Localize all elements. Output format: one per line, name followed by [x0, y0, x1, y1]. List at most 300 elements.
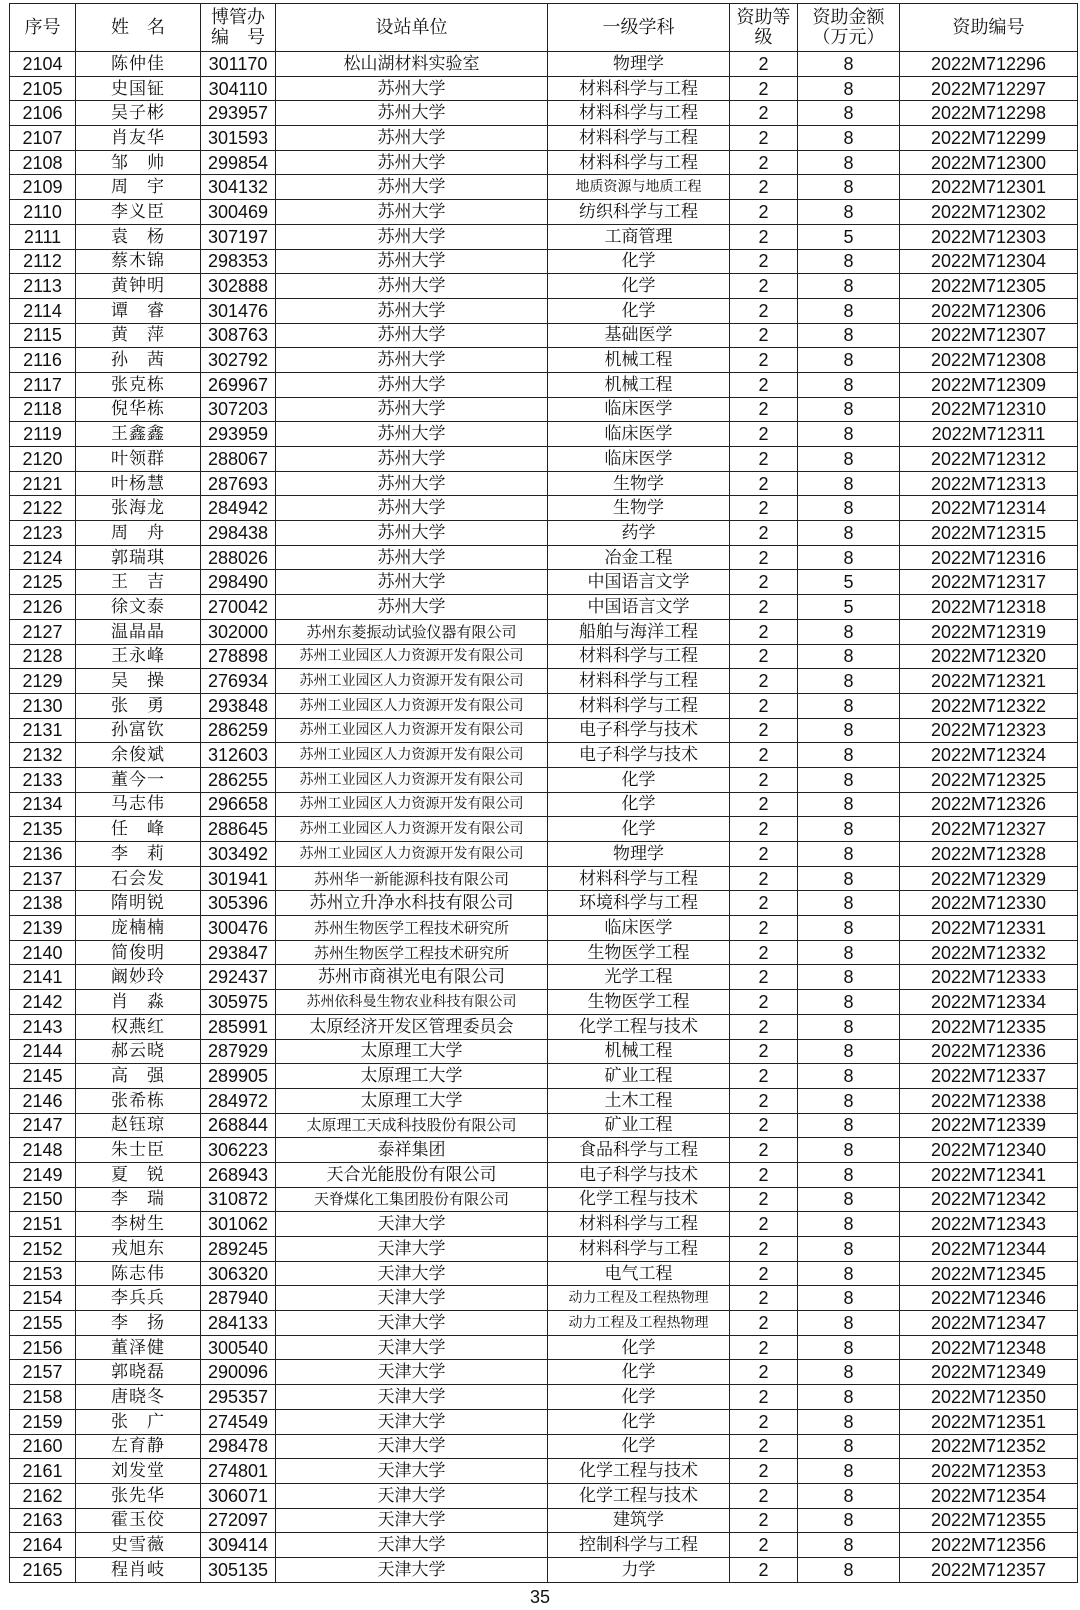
table-row [10, 249, 1078, 274]
cell-funding-id: 2022M712321 [900, 669, 1078, 694]
cell-funding-id: 2022M712313 [900, 471, 1078, 496]
table-row [10, 397, 1078, 422]
cell-amount: 8 [798, 1014, 900, 1039]
cell-seq: 2133 [10, 767, 76, 792]
cell-funding-id: 2022M712355 [900, 1508, 1078, 1533]
cell-grade: 2 [730, 1409, 798, 1434]
cell-station-unit: 天津大学 [276, 1483, 548, 1508]
table-row [10, 718, 1078, 743]
cell-name: 左育静 [76, 1434, 201, 1459]
cell-station-unit: 太原理工大学 [276, 1064, 548, 1089]
table-row [10, 76, 1078, 101]
cell-seq: 2119 [10, 422, 76, 447]
cell-name: 史雪薇 [76, 1533, 201, 1558]
cell-discipline: 光学工程 [548, 965, 730, 990]
cell-grade: 2 [730, 1286, 798, 1311]
cell-seq: 2137 [10, 866, 76, 891]
cell-station-unit: 苏州大学 [276, 200, 548, 225]
cell-station-unit: 苏州大学 [276, 274, 548, 299]
cell-station-unit: 天津大学 [276, 1459, 548, 1484]
cell-name: 程肖岐 [76, 1557, 201, 1582]
table-row [10, 1533, 1078, 1558]
cell-postdoc-id: 307197 [201, 224, 276, 249]
cell-postdoc-id: 274549 [201, 1409, 276, 1434]
table-row [10, 1014, 1078, 1039]
cell-name: 张海龙 [76, 496, 201, 521]
table-row [10, 990, 1078, 1015]
cell-amount: 5 [798, 595, 900, 620]
cell-amount: 5 [798, 224, 900, 249]
cell-station-unit: 太原理工天成科技股份有限公司 [276, 1113, 548, 1138]
cell-station-unit: 苏州大学 [276, 447, 548, 472]
cell-amount: 5 [798, 570, 900, 595]
cell-grade: 2 [730, 1212, 798, 1237]
cell-funding-id: 2022M712307 [900, 323, 1078, 348]
cell-discipline: 材料科学与工程 [548, 669, 730, 694]
cell-funding-id: 2022M712325 [900, 767, 1078, 792]
cell-name: 赵钰琼 [76, 1113, 201, 1138]
cell-grade: 2 [730, 916, 798, 941]
cell-amount: 8 [798, 249, 900, 274]
cell-grade: 2 [730, 1064, 798, 1089]
cell-funding-id: 2022M712297 [900, 76, 1078, 101]
cell-seq: 2164 [10, 1533, 76, 1558]
cell-discipline: 材料科学与工程 [548, 866, 730, 891]
table-row [10, 570, 1078, 595]
cell-station-unit: 太原理工大学 [276, 1088, 548, 1113]
cell-name: 高 强 [76, 1064, 201, 1089]
cell-seq: 2123 [10, 521, 76, 546]
cell-amount: 8 [798, 372, 900, 397]
cell-discipline: 食品科学与工程 [548, 1138, 730, 1163]
cell-discipline: 矿业工程 [548, 1064, 730, 1089]
cell-funding-id: 2022M712309 [900, 372, 1078, 397]
page-number: 35 [529, 1587, 551, 1607]
cell-seq: 2117 [10, 372, 76, 397]
cell-seq: 2116 [10, 348, 76, 373]
cell-grade: 2 [730, 1335, 798, 1360]
cell-funding-id: 2022M712311 [900, 422, 1078, 447]
cell-discipline: 中国语言文学 [548, 595, 730, 620]
table-row [10, 1409, 1078, 1434]
cell-funding-id: 2022M712351 [900, 1409, 1078, 1434]
cell-discipline: 生物学 [548, 496, 730, 521]
cell-postdoc-id: 287929 [201, 1039, 276, 1064]
cell-discipline: 材料科学与工程 [548, 101, 730, 126]
cell-postdoc-id: 269967 [201, 372, 276, 397]
cell-grade: 2 [730, 842, 798, 867]
cell-grade: 2 [730, 348, 798, 373]
cell-postdoc-id: 293847 [201, 940, 276, 965]
cell-postdoc-id: 301593 [201, 126, 276, 151]
cell-discipline: 电子科学与技术 [548, 743, 730, 768]
cell-postdoc-id: 268943 [201, 1162, 276, 1187]
cell-name: 王鑫鑫 [76, 422, 201, 447]
cell-postdoc-id: 295357 [201, 1385, 276, 1410]
cell-grade: 2 [730, 397, 798, 422]
cell-discipline: 中国语言文学 [548, 570, 730, 595]
cell-station-unit: 苏州市商祺光电有限公司 [276, 965, 548, 990]
cell-discipline: 化学 [548, 1385, 730, 1410]
cell-name: 陈仲佳 [76, 52, 201, 77]
cell-seq: 2132 [10, 743, 76, 768]
cell-grade: 2 [730, 175, 798, 200]
cell-postdoc-id: 286255 [201, 767, 276, 792]
cell-seq: 2113 [10, 274, 76, 299]
cell-discipline: 机械工程 [548, 1039, 730, 1064]
cell-seq: 2165 [10, 1557, 76, 1582]
cell-name: 李树生 [76, 1212, 201, 1237]
cell-station-unit: 苏州工业园区人力资源开发有限公司 [276, 817, 548, 842]
cell-funding-id: 2022M712324 [900, 743, 1078, 768]
table-row [10, 743, 1078, 768]
cell-discipline: 化学 [548, 1360, 730, 1385]
cell-station-unit: 苏州大学 [276, 224, 548, 249]
table-row [10, 372, 1078, 397]
table-row [10, 1064, 1078, 1089]
cell-grade: 2 [730, 126, 798, 151]
cell-seq: 2142 [10, 990, 76, 1015]
cell-postdoc-id: 301476 [201, 298, 276, 323]
cell-amount: 8 [798, 1286, 900, 1311]
cell-funding-id: 2022M712352 [900, 1434, 1078, 1459]
cell-amount: 8 [798, 1360, 900, 1385]
cell-amount: 8 [798, 1237, 900, 1262]
cell-name: 唐晓冬 [76, 1385, 201, 1410]
table-row [10, 1039, 1078, 1064]
cell-grade: 2 [730, 200, 798, 225]
cell-name: 张 广 [76, 1409, 201, 1434]
cell-funding-id: 2022M712350 [900, 1385, 1078, 1410]
cell-station-unit: 苏州大学 [276, 595, 548, 620]
cell-amount: 8 [798, 1335, 900, 1360]
table-row [10, 1483, 1078, 1508]
table-row [10, 175, 1078, 200]
cell-discipline: 生物医学工程 [548, 990, 730, 1015]
cell-funding-id: 2022M712340 [900, 1138, 1078, 1163]
table-row [10, 1311, 1078, 1336]
cell-seq: 2129 [10, 669, 76, 694]
cell-amount: 8 [798, 1459, 900, 1484]
cell-seq: 2110 [10, 200, 76, 225]
cell-amount: 8 [798, 298, 900, 323]
cell-amount: 8 [798, 1138, 900, 1163]
table-row [10, 1088, 1078, 1113]
cell-grade: 2 [730, 669, 798, 694]
table-row [10, 496, 1078, 521]
table-row [10, 767, 1078, 792]
cell-seq: 2160 [10, 1434, 76, 1459]
table-row [10, 1162, 1078, 1187]
cell-name: 史国钲 [76, 76, 201, 101]
table-row [10, 1459, 1078, 1484]
cell-name: 戎旭东 [76, 1237, 201, 1262]
table-row [10, 1434, 1078, 1459]
cell-amount: 8 [798, 496, 900, 521]
cell-station-unit: 苏州东菱振动试验仪器有限公司 [276, 619, 548, 644]
cell-station-unit: 苏州大学 [276, 249, 548, 274]
table-row [10, 1286, 1078, 1311]
cell-postdoc-id: 284942 [201, 496, 276, 521]
cell-grade: 2 [730, 1261, 798, 1286]
cell-seq: 2146 [10, 1088, 76, 1113]
cell-station-unit: 苏州生物医学工程技术研究所 [276, 916, 548, 941]
cell-seq: 2155 [10, 1311, 76, 1336]
table-row [10, 274, 1078, 299]
cell-name: 李兵兵 [76, 1286, 201, 1311]
cell-name: 徐文泰 [76, 595, 201, 620]
cell-discipline: 化学 [548, 792, 730, 817]
cell-amount: 8 [798, 1261, 900, 1286]
table-row [10, 224, 1078, 249]
cell-name: 张先华 [76, 1483, 201, 1508]
cell-amount: 8 [798, 274, 900, 299]
cell-name: 霍玉佼 [76, 1508, 201, 1533]
cell-funding-id: 2022M712333 [900, 965, 1078, 990]
cell-postdoc-id: 286259 [201, 718, 276, 743]
cell-grade: 2 [730, 496, 798, 521]
cell-station-unit: 苏州大学 [276, 471, 548, 496]
cell-name: 陈志伟 [76, 1261, 201, 1286]
cell-grade: 2 [730, 101, 798, 126]
cell-name: 袁 杨 [76, 224, 201, 249]
table-row [10, 965, 1078, 990]
cell-grade: 2 [730, 1483, 798, 1508]
cell-funding-id: 2022M712342 [900, 1187, 1078, 1212]
table-row [10, 521, 1078, 546]
cell-name: 黄钟明 [76, 274, 201, 299]
cell-grade: 2 [730, 1187, 798, 1212]
cell-amount: 8 [798, 1088, 900, 1113]
cell-station-unit: 苏州大学 [276, 397, 548, 422]
cell-seq: 2153 [10, 1261, 76, 1286]
cell-amount: 8 [798, 916, 900, 941]
header-funding-id: 资助编号 [900, 4, 1078, 52]
cell-seq: 2135 [10, 817, 76, 842]
cell-discipline: 材料科学与工程 [548, 1212, 730, 1237]
cell-grade: 2 [730, 1138, 798, 1163]
cell-postdoc-id: 287940 [201, 1286, 276, 1311]
cell-postdoc-id: 288645 [201, 817, 276, 842]
cell-funding-id: 2022M712312 [900, 447, 1078, 472]
cell-seq: 2105 [10, 76, 76, 101]
cell-grade: 2 [730, 323, 798, 348]
table-row [10, 817, 1078, 842]
cell-name: 马志伟 [76, 792, 201, 817]
table-row [10, 323, 1078, 348]
cell-station-unit: 苏州工业园区人力资源开发有限公司 [276, 693, 548, 718]
cell-seq: 2161 [10, 1459, 76, 1484]
cell-station-unit: 天津大学 [276, 1237, 548, 1262]
cell-amount: 8 [798, 1434, 900, 1459]
cell-grade: 2 [730, 224, 798, 249]
cell-grade: 2 [730, 767, 798, 792]
cell-funding-id: 2022M712304 [900, 249, 1078, 274]
table-body [10, 52, 1078, 1583]
cell-discipline: 动力工程及工程热物理 [548, 1286, 730, 1311]
cell-grade: 2 [730, 1508, 798, 1533]
table-row [10, 101, 1078, 126]
cell-station-unit: 苏州大学 [276, 422, 548, 447]
cell-grade: 2 [730, 1434, 798, 1459]
header-amount: 资助金额 （万元） [798, 4, 900, 52]
cell-amount: 8 [798, 644, 900, 669]
cell-funding-id: 2022M712330 [900, 891, 1078, 916]
cell-grade: 2 [730, 1459, 798, 1484]
cell-postdoc-id: 288026 [201, 545, 276, 570]
cell-name: 张克栋 [76, 372, 201, 397]
cell-grade: 2 [730, 891, 798, 916]
cell-amount: 8 [798, 1533, 900, 1558]
cell-grade: 2 [730, 743, 798, 768]
cell-postdoc-id: 274801 [201, 1459, 276, 1484]
cell-amount: 8 [798, 1483, 900, 1508]
cell-grade: 2 [730, 1533, 798, 1558]
cell-amount: 8 [798, 175, 900, 200]
cell-funding-id: 2022M712319 [900, 619, 1078, 644]
cell-grade: 2 [730, 1162, 798, 1187]
cell-name: 阚妙玲 [76, 965, 201, 990]
cell-seq: 2104 [10, 52, 76, 77]
cell-funding-id: 2022M712298 [900, 101, 1078, 126]
cell-station-unit: 苏州大学 [276, 126, 548, 151]
cell-funding-id: 2022M712331 [900, 916, 1078, 941]
cell-seq: 2147 [10, 1113, 76, 1138]
cell-postdoc-id: 293848 [201, 693, 276, 718]
cell-postdoc-id: 293957 [201, 101, 276, 126]
cell-funding-id: 2022M712301 [900, 175, 1078, 200]
cell-discipline: 环境科学与工程 [548, 891, 730, 916]
cell-funding-id: 2022M712299 [900, 126, 1078, 151]
cell-discipline: 力学 [548, 1557, 730, 1582]
cell-postdoc-id: 302000 [201, 619, 276, 644]
cell-grade: 2 [730, 150, 798, 175]
cell-name: 余俊斌 [76, 743, 201, 768]
cell-funding-id: 2022M712317 [900, 570, 1078, 595]
cell-station-unit: 苏州大学 [276, 323, 548, 348]
cell-postdoc-id: 300469 [201, 200, 276, 225]
cell-discipline: 化学 [548, 1434, 730, 1459]
cell-amount: 8 [798, 1508, 900, 1533]
cell-postdoc-id: 287693 [201, 471, 276, 496]
cell-funding-id: 2022M712338 [900, 1088, 1078, 1113]
table-row [10, 1385, 1078, 1410]
cell-postdoc-id: 284972 [201, 1088, 276, 1113]
cell-funding-id: 2022M712327 [900, 817, 1078, 842]
cell-discipline: 矿业工程 [548, 1113, 730, 1138]
table-row [10, 619, 1078, 644]
table-row [10, 126, 1078, 151]
cell-name: 权燕红 [76, 1014, 201, 1039]
cell-postdoc-id: 278898 [201, 644, 276, 669]
cell-funding-id: 2022M712302 [900, 200, 1078, 225]
cell-grade: 2 [730, 1385, 798, 1410]
cell-funding-id: 2022M712347 [900, 1311, 1078, 1336]
table-row [10, 1508, 1078, 1533]
cell-amount: 8 [798, 767, 900, 792]
cell-amount: 8 [798, 990, 900, 1015]
cell-discipline: 临床医学 [548, 422, 730, 447]
cell-discipline: 化学 [548, 1409, 730, 1434]
cell-grade: 2 [730, 1311, 798, 1336]
header-name: 姓 名 [76, 4, 201, 52]
cell-name: 石会发 [76, 866, 201, 891]
cell-postdoc-id: 305975 [201, 990, 276, 1015]
cell-discipline: 化学工程与技术 [548, 1014, 730, 1039]
cell-amount: 8 [798, 743, 900, 768]
cell-postdoc-id: 298353 [201, 249, 276, 274]
cell-funding-id: 2022M712328 [900, 842, 1078, 867]
cell-seq: 2158 [10, 1385, 76, 1410]
cell-discipline: 动力工程及工程热物理 [548, 1311, 730, 1336]
cell-discipline: 建筑学 [548, 1508, 730, 1533]
cell-funding-id: 2022M712305 [900, 274, 1078, 299]
cell-name: 吴子彬 [76, 101, 201, 126]
cell-grade: 2 [730, 1237, 798, 1262]
cell-station-unit: 天津大学 [276, 1261, 548, 1286]
cell-name: 周 舟 [76, 521, 201, 546]
cell-amount: 8 [798, 1064, 900, 1089]
cell-postdoc-id: 304110 [201, 76, 276, 101]
cell-amount: 8 [798, 521, 900, 546]
cell-funding-id: 2022M712320 [900, 644, 1078, 669]
cell-grade: 2 [730, 545, 798, 570]
cell-grade: 2 [730, 422, 798, 447]
cell-postdoc-id: 293959 [201, 422, 276, 447]
header-postdoc-id: 博管办 编 号 [201, 4, 276, 52]
cell-discipline: 土木工程 [548, 1088, 730, 1113]
cell-amount: 8 [798, 150, 900, 175]
cell-seq: 2152 [10, 1237, 76, 1262]
cell-postdoc-id: 301170 [201, 52, 276, 77]
cell-funding-id: 2022M712335 [900, 1014, 1078, 1039]
cell-funding-id: 2022M712344 [900, 1237, 1078, 1262]
cell-postdoc-id: 302792 [201, 348, 276, 373]
cell-seq: 2106 [10, 101, 76, 126]
cell-grade: 2 [730, 940, 798, 965]
table-row [10, 1237, 1078, 1262]
cell-seq: 2144 [10, 1039, 76, 1064]
cell-postdoc-id: 310872 [201, 1187, 276, 1212]
cell-discipline: 电子科学与技术 [548, 1162, 730, 1187]
cell-name: 朱士臣 [76, 1138, 201, 1163]
cell-postdoc-id: 312603 [201, 743, 276, 768]
cell-station-unit: 苏州依科曼生物农业科技有限公司 [276, 990, 548, 1015]
cell-discipline: 生物学 [548, 471, 730, 496]
cell-seq: 2125 [10, 570, 76, 595]
cell-name: 邹 帅 [76, 150, 201, 175]
cell-amount: 8 [798, 1385, 900, 1410]
cell-station-unit: 天津大学 [276, 1311, 548, 1336]
cell-discipline: 纺织科学与工程 [548, 200, 730, 225]
cell-name: 王 吉 [76, 570, 201, 595]
cell-station-unit: 太原经济开发区管理委员会 [276, 1014, 548, 1039]
cell-station-unit: 苏州工业园区人力资源开发有限公司 [276, 792, 548, 817]
cell-funding-id: 2022M712348 [900, 1335, 1078, 1360]
cell-funding-id: 2022M712353 [900, 1459, 1078, 1484]
cell-seq: 2154 [10, 1286, 76, 1311]
table-row [10, 150, 1078, 175]
cell-discipline: 化学 [548, 298, 730, 323]
cell-name: 李 扬 [76, 1311, 201, 1336]
cell-station-unit: 苏州工业园区人力资源开发有限公司 [276, 669, 548, 694]
cell-grade: 2 [730, 76, 798, 101]
cell-seq: 2148 [10, 1138, 76, 1163]
cell-postdoc-id: 288067 [201, 447, 276, 472]
table-row [10, 298, 1078, 323]
cell-station-unit: 苏州生物医学工程技术研究所 [276, 940, 548, 965]
cell-grade: 2 [730, 817, 798, 842]
